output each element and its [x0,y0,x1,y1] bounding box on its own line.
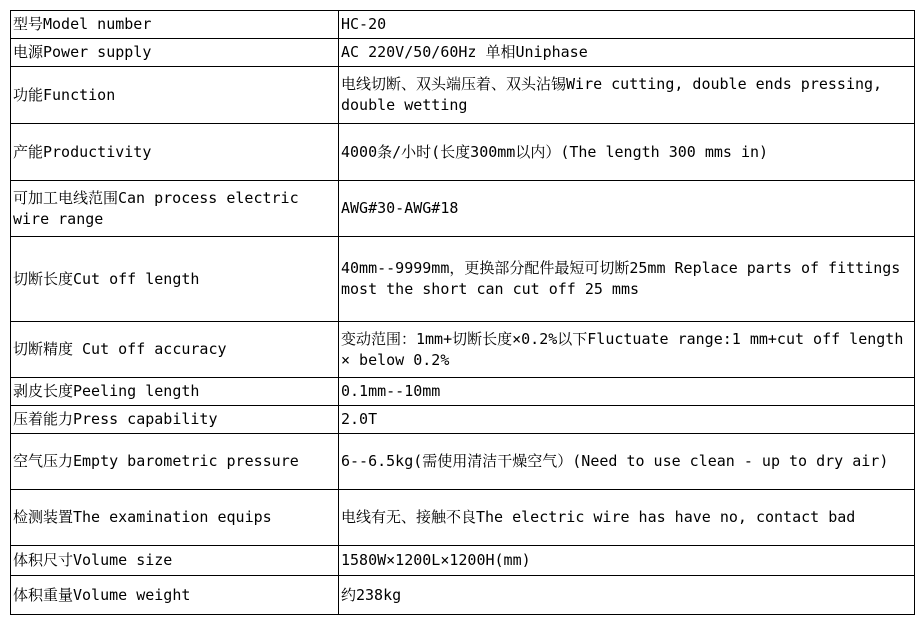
spec-value: 40mm--9999mm，更换部分配件最短可切断25mm Replace parts of fittings most the short can cut off 25 mms [339,237,915,322]
spec-label: 压着能力Press capability [11,406,339,434]
table-row [11,406,915,434]
spec-value: 电线切断、双头端压着、双头沾锡Wire cutting, double ends pressing, double wetting [339,67,915,124]
spec-table [10,10,915,615]
spec-label: 体积重量Volume weight [11,576,339,615]
spec-label: 可加工电线范围Can process electric wire range [11,181,339,237]
spec-value: 4000条/小时(长度300mm以内）(The length 300 mms in) [339,124,915,181]
spec-value: 2.0T [339,406,915,434]
spec-label: 检测装置The examination equips [11,490,339,546]
spec-label: 切断精度 Cut off accuracy [11,322,339,378]
table-row [11,67,915,124]
table-row [11,124,915,181]
spec-label: 剥皮长度Peeling length [11,378,339,406]
table-row [11,39,915,67]
table-row [11,434,915,490]
spec-value: 电线有无、接触不良The electric wire has have no, contact bad [339,490,915,546]
spec-value: 变动范围：1mm+切断长度×0.2%以下Fluctuate range:1 mm+cut off length × below 0.2% [339,322,915,378]
table-row [11,490,915,546]
table-row [11,11,915,39]
table-row [11,576,915,615]
spec-label: 型号Model number [11,11,339,39]
table-row [11,181,915,237]
spec-label: 功能Function [11,67,339,124]
table-row [11,546,915,576]
spec-label: 产能Productivity [11,124,339,181]
spec-label: 切断长度Cut off length [11,237,339,322]
spec-value: AC 220V/50/60Hz 单相Uniphase [339,39,915,67]
spec-value: 6--6.5kg(需使用清洁干燥空气）(Need to use clean - up to dry air) [339,434,915,490]
spec-label: 体积尺寸Volume size [11,546,339,576]
spec-value: HC-20 [339,11,915,39]
spec-value: AWG#30-AWG#18 [339,181,915,237]
spec-value: 0.1mm--10mm [339,378,915,406]
table-row [11,237,915,322]
spec-value: 约238kg [339,576,915,615]
table-row [11,378,915,406]
table-row [11,322,915,378]
spec-label: 空气压力Empty barometric pressure [11,434,339,490]
spec-value: 1580W×1200L×1200H(mm) [339,546,915,576]
spec-label: 电源Power supply [11,39,339,67]
